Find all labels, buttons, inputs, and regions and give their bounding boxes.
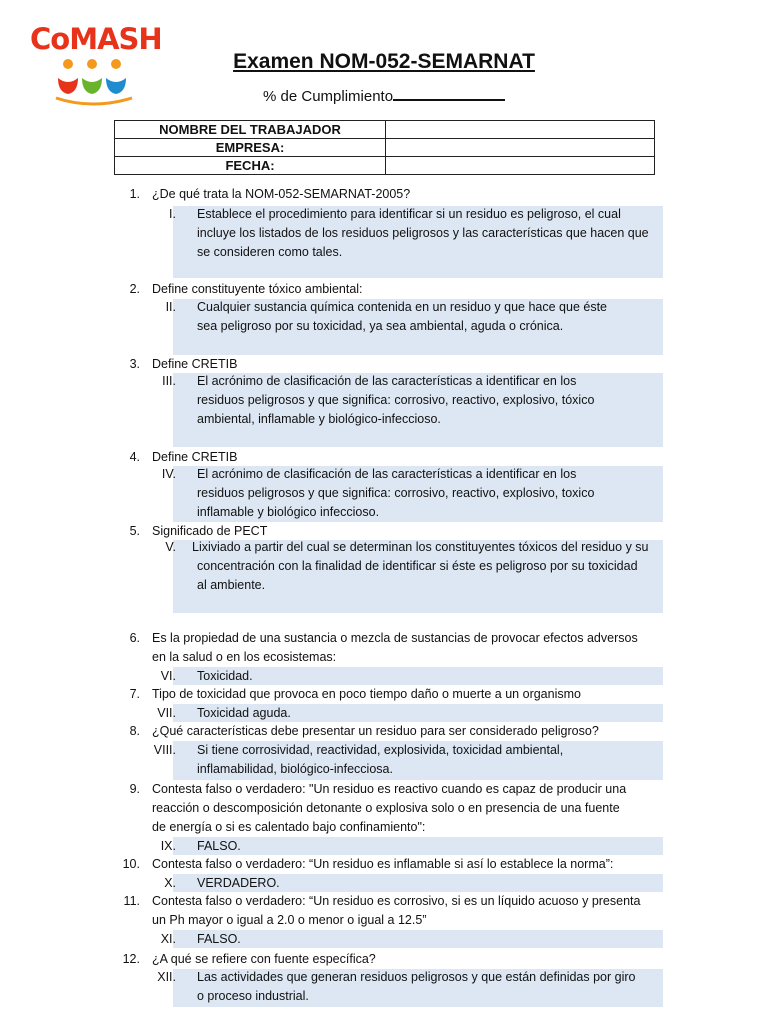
answer-numeral: IV.: [161, 467, 176, 481]
answer-line: inflamable y biológico infeccioso.: [197, 505, 380, 519]
answer-line: Si tiene corrosividad, reactividad, explosivida, toxicidad ambiental,: [197, 743, 564, 757]
question-number: 5.: [129, 524, 140, 538]
answer-line: se consideren como tales.: [197, 245, 343, 259]
answer-line: Toxicidad aguda.: [197, 706, 291, 720]
answer-numeral: VIII.: [153, 743, 176, 757]
answer-line: o proceso industrial.: [197, 989, 309, 1003]
question-text: Define CRETIB: [152, 357, 238, 371]
question-number: 12.: [122, 952, 140, 966]
answer-line: sea peligroso por su toxicidad, ya sea ambiental, aguda o crónica.: [197, 319, 564, 333]
page-title: Examen NOM-052-SEMARNAT: [233, 50, 535, 73]
answer-line: Cualquier sustancia química contenida en un residuo y que hace que éste: [197, 300, 607, 314]
table-value-field[interactable]: [386, 121, 655, 139]
question-text: Contesta falso o verdadero: “Un residuo es inflamable si así lo establece la norma”:: [152, 857, 614, 871]
answer-numeral: XII.: [157, 970, 176, 984]
answer-line: residuos peligrosos y que significa: corrosivo, reactivo, explosivo, toxico: [197, 486, 595, 500]
compliance-blank[interactable]: [393, 87, 505, 101]
question-number: 9.: [129, 782, 140, 796]
question-number: 4.: [129, 450, 140, 464]
question-text: Contesta falso o verdadero: "Un residuo es reactivo cuando es capaz de producir una: [152, 782, 627, 796]
question-number: 6.: [129, 631, 140, 645]
question-number: 3.: [129, 357, 140, 371]
answer-line: incluye los listados de los residuos peligrosos y las características que hacen que: [197, 226, 649, 240]
answer-line: FALSO.: [197, 932, 241, 946]
question-text: en la salud o en los ecosistemas:: [152, 650, 337, 664]
question-text: un Ph mayor o igual a 2.0 o menor o igual a 12.5”: [152, 913, 427, 927]
answer-line: ambiental, inflamable y biológico-infeccioso.: [197, 412, 441, 426]
question-text: Es la propiedad de una sustancia o mezcla de sustancias de provocar efectos adversos: [152, 631, 638, 645]
worker-info-table: [114, 120, 655, 175]
question-text: ¿A qué se refiere con fuente específica?: [152, 952, 376, 966]
table-label: FECHA:: [115, 157, 386, 175]
answer-line: al ambiente.: [197, 578, 266, 592]
table-value-field[interactable]: [386, 139, 655, 157]
answer-numeral: V.: [165, 540, 176, 554]
question-number: 1.: [129, 187, 140, 201]
answer-line: El acrónimo de clasificación de las características a identificar en los: [197, 467, 577, 481]
answer-numeral: III.: [162, 374, 176, 388]
answer-numeral: I.: [169, 207, 176, 221]
answer-numeral: VII.: [157, 706, 176, 720]
answer-line: concentración con la finalidad de identificar si éste es peligroso por su toxicidad: [197, 559, 638, 573]
answer-numeral: X.: [164, 876, 176, 890]
question-text: Significado de PECT: [152, 524, 268, 538]
question-number: 7.: [129, 687, 140, 701]
answer-line: Establece el procedimiento para identificar si un residuo es peligroso, el cual: [197, 207, 621, 221]
question-text: reacción o descomposición detonante o explosiva solo o en presencia de una fuente: [152, 801, 620, 815]
compliance-label: % de Cumplimiento: [263, 88, 394, 105]
table-row: [115, 121, 655, 139]
answer-line: VERDADERO.: [197, 876, 280, 890]
table-label: NOMBRE DEL TRABAJADOR: [115, 121, 386, 139]
answer-line: FALSO.: [197, 839, 241, 853]
logo-text: CoMASH: [30, 22, 162, 56]
question-text: Contesta falso o verdadero: “Un residuo es corrosivo, si es un líquido acuoso y presenta: [152, 894, 641, 908]
table-row: [115, 139, 655, 157]
question-number: 10.: [122, 857, 140, 871]
answer-numeral: II.: [165, 300, 176, 314]
question-number: 8.: [129, 724, 140, 738]
compliance-line: [263, 87, 505, 105]
question-text: ¿Qué características debe presentar un residuo para ser considerado peligroso?: [152, 724, 599, 738]
question-number: 2.: [129, 282, 140, 296]
table-value-field[interactable]: [386, 157, 655, 175]
answer-line: residuos peligrosos y que significa: corrosivo, reactivo, explosivo, tóxico: [197, 393, 595, 407]
question-text: Define CRETIB: [152, 450, 238, 464]
question-text: Define constituyente tóxico ambiental:: [152, 282, 363, 296]
question-text: de energía o si es calentado bajo confinamiento":: [152, 820, 426, 834]
answer-numeral: VI.: [160, 669, 176, 683]
table-label: EMPRESA:: [115, 139, 386, 157]
answer-line: Toxicidad.: [197, 669, 253, 683]
question-text: ¿De qué trata la NOM-052-SEMARNAT-2005?: [152, 187, 411, 201]
table-row: [115, 157, 655, 175]
answer-line: Las actividades que generan residuos peligrosos y que están definidas por giro: [197, 970, 636, 984]
answer-line: inflamabilidad, biológico-infecciosa.: [197, 762, 393, 776]
answer-numeral: IX.: [160, 839, 176, 853]
answer-line: Lixiviado a partir del cual se determinan los constituyentes tóxicos del residuo y su: [192, 540, 649, 554]
answer-line: El acrónimo de clasificación de las características a identificar en los: [197, 374, 577, 388]
question-text: Tipo de toxicidad que provoca en poco tiempo daño o muerte a un organismo: [152, 687, 581, 701]
answer-numeral: XI.: [160, 932, 176, 946]
question-number: 11.: [123, 894, 140, 908]
